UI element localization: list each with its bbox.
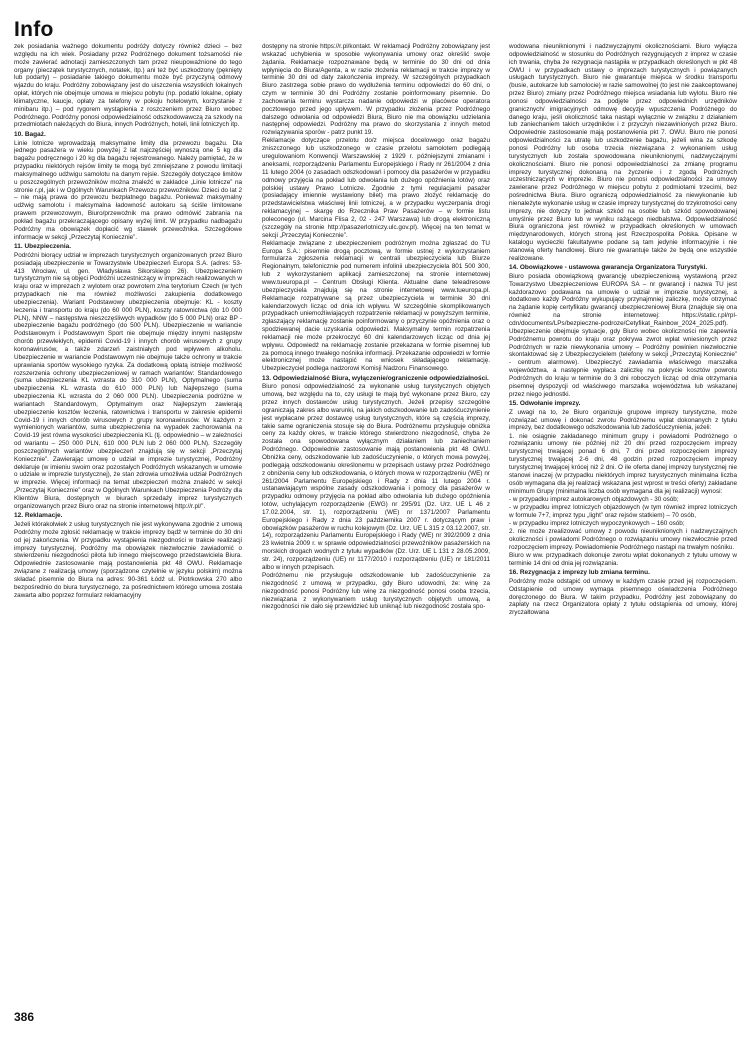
paragraph: Biuro posiada obowiązkową gwarancję ubezpieczeniową wystawioną przez Towarzystwo Ubezpieczeniowe EUROPA SA – nr gwarancji i nazwa TU jest każdorazowo podawana na umowie o udział w imprezie turystycznej, a dodatkowo każdy Podróżny wykupujący przynajmniej zaliczkę, może otrzymać na żądanie kopię certyfikatu gwarancji ubezpieczeniowej Biura (znajduje się ona również na stronie internetowej: https://static.r.pl/rpl-cdn/documents/LPs/bezpieczne-podroze/Cetyfikat_Rainbow_2024_2025.pdf). Ubezpieczenie obejmuje sytuacje, gdy Biuro wobec okoliczności nie zapewnia Podróżnemu powrotu do kraju oraz pokrywa zwrot wpłat wniesionych przez Podróżnych w razie niewykonania umowy – Podróżny powinien niezwłocznie skontaktować się z Ubezpieczycielem (telefony w sekcji „Przeczytaj Koniecznie” - centrum alarmowe). Ubezpieczyć zawiadamia właściwego marszałka województwa, a następnie wypłaca zaliczkę na pokrycie kosztów powrotu Podróżnych do kraju w terminie do 3 dni roboczych licząc od dnia otrzymania pisemnej dyspozycji od właściwego marszałka województwa lub wskazanej przez niego jednostki.: [509, 272, 737, 398]
paragraph: Reklamacje dotyczące przelotu do/z miejsca docelowego oraz bagażu zniszczonego lub uszkodzonego w czasie przelotu samolotem podlegają uregulowaniom Konwencji Warszawskiej z 1929 r. późniejszymi zmianami i aneksami, rozporządzeniu Parlamentu Europejskiego i Rady nr 261/2004 z dnia 11 lutego 2004 (o zasadach odszkodowań i pomocy dla pasażerów w przypadku odmowy przyjęcia na pokład lub odwołania lub dużego opóźnienia lotów) oraz polskiej ustawy Prawo Lotnicze. Zgodnie z tymi regulacjami pasażer (posiadający imiennie wystawiony bilet) ma prawo złożyć reklamację do przedstawicielstwa właściwej linii lotniczej, a w przypadku wyczerpania drogi reklamacyjnej – skargę do Rzecznika Praw Pasażerów – w formie listu poleconego (ul. Marcina Flisa 2, 02 - 247 Warszawa) lub drogą elektroniczną (szczegóły na stronie http://pasazerlotniczy.ulc.gov.pl). Więcej na ten temat w sekcji „Przeczytaj Koniecznie”.: [262, 137, 490, 239]
paragraph: - w przypadku imprez autokarowych objazdowych - 30 osób;: [509, 495, 679, 503]
paragraph: Z uwagi na to, że Biuro organizuje grupowe imprezy turystyczne, może rozwiązać umowę i dokonać zwrotu Podróżnemu wpłat dokonanych z tytułu imprezy, bez dodatkowego odszkodowania lub zadośćuczynienia, jeżeli:: [509, 408, 737, 432]
text-column-2: [262, 43, 490, 1003]
section-heading: 13. Odpowiedzialność Biura, wyłączenie/ograniczenie odpowiedzialności.: [262, 374, 489, 382]
paragraph: - w przypadku imprez lotniczych wypoczynkowych – 160 osób;: [509, 519, 685, 527]
paragraph: Reklamacje związane z ubezpieczeniem podróżnym można zgłaszać do TU Europa S.A.: pisemnie drogą pocztową, w formie ustnej z wykorzystaniem formularza zgłoszenia reklamacji w centrali ubezpieczyciela lub Biurze Regionalnym, telefonicznie pod numerem infolinii ubezpieczyciela 801 500 300, lub z wykorzystaniem aplikacji zamieszczonej na stronie internetowej www.tueuropa.pl – Centrum Obsługi Klienta. Aktualne dane teleadresowe ubezpieczyciela znajdują się na stronie internetowej www.tueuropa.pl. Reklamacje rozpatrywane są przez ubezpieczyciela w terminie 30 dni kalendarzowych licząc od dnia ich wpływu. W szczególnie skomplikowanych przypadkach uniemożliwiających rozpatrzenie reklamacji w powyższym terminie, zgłaszający reklamację zostanie poinformowany o przyczynie opóźnienia oraz o spodziewanej dacie uzyskania odpowiedzi. Maksymalny termin rozpatrzenia reklamacji nie może przekroczyć 60 dni kalendarzowych licząc od dnia jej wpływu. Odpowiedź na reklamację zostanie przekazana w formie pisemnej lub za pomocą innego trwałego nośnika informacji. Przekazanie odpowiedzi w formie elektronicznej może nastąpić na wniosek składającego reklamację. Ubezpieczyciel podlega nadzorowi Komisji Nadzoru Finansowego.: [262, 239, 490, 373]
paragraph: dostępny na stronie https://r.pl/kontakt. W reklamacji Podróżny zobowiązany jest wskazać uchybienia w sposobie wykonywania umowy oraz określić swoje żądania. Reklamacje rozpoznawane będą w terminie do 30 dni od dnia wpłynięcia do Biura/Agenta, a w razie złożenia reklamacji w trakcie imprezy w terminie 30 dni od daty zakończenia imprezy. W szczególnych przypadkach Biuro zastrzega sobie prawo do wydłużenia terminu odpowiedzi do 60 dni, o czym w terminie 30 dni Podróżny zostanie poinformowany pisemnie. Do zachowania terminu wystarcza nadanie odpowiedzi w placówce operatora pocztowego przed jego upływem. W przypadku złożenia przez Podróżnego dalszego odwołania od odpowiedzi Biura, Biuro nie ma obowiązku udzielania następnej odpowiedzi. Podróżny ma prawo do skorzystania z innych metod rozwiązywania sporów - patrz punkt 19.: [262, 43, 490, 137]
paragraph: Podróżny może odstąpić od umowy w każdym czasie przed jej rozpoczęciem. Odstąpienie od umowy wymaga pisemnego oświadczenia Podróżnego doręczonego do Biura. W takim przypadku, Podróżny jest zobowiązany do zapłaty na rzecz Organizatora opłaty z tytułu odstąpienia od umowy, której zryczałtowana: [509, 577, 737, 617]
paragraph: Podróżnemu nie przysługuje odszkodowanie lub zadośćuczynienie za niezgodność z umową w przypadku, gdy Biuro udowodni, że: winę za niezgodność ponosi Podróżny lub winę za niezgodność ponosi osoba trzecia, niezwiązana z wykonywaniem usług turystycznych objętych umową, a niezgodności nie dało się przewidzieć lub uniknąć lub niezgodność została spo-: [262, 572, 490, 611]
page-number: 386: [14, 1010, 35, 1024]
paragraph: Podróżni biorący udział w imprezach turystycznych organizowanych przez Biuro posiadają ubezpieczenie w Towarzystwie Ubezpieczeń Europa S.A. (adres: 53-413 Wrocław, ul. gen. Władysława Sikorskiego 26). Ubezpieczeniem turystycznym nie są objęci Podróżni uczestniczący w imprezach realizowanych w kraju oraz w imprezach z wylotem oraz powrotem z/na terytorium Czech (w tych przypadkach nie ma również możliwości zakupienia dodatkowego ubezpieczenia). Wariant Podstawowy ubezpieczenia obejmuje: KL - koszty leczenia i transportu do kraju (do 60 000 PLN), koszty ratownictwa (do 10 000 PLN), NNW – następstwa nieszczęśliwych wypadków (do 5 000 PLN) oraz BP - ubezpieczenie bagażu podróżnego (do 500 PLN). Ubezpieczenie w wariancie Podstawowym i Podstawowym Sport nie obejmuje między innymi następstw chorób przewlekłych, epidemii Covid-19 i innych chorób wirusowych z grupy koronawirusów, a także zdarzeń zaistniałych pod wpływem alkoholu. Ubezpieczenie w wariancie Podstawowym nie obejmuje także ochrony w trakcie uprawiania sportów wysokiego ryzyka. Za dodatkową opłatą istnieje możliwość rozszerzenia ochrony ubezpieczeniowej w ramach wariantów: Standardowego (suma ubezpieczenia KL wzrasta do 310 000 PLN), Optymalnego (suma ubezpieczenia KL wzrasta do 610 000 PLN) lub Najlepszego (suma ubezpieczenia KL wzrasta do 2 060 000 PLN). Ubezpieczenia podróżne w wariantach Standardowym, Optymalnym oraz Najlepszym zawierają ubezpieczenie kosztów leczenia, ratownictwa i transportu w zakresie epidemii Covid-19 i innych chorób wirusowych z grupy koronawirusów. W każdym z wymienionych wariantów, suma ubezpieczenia na wypadek zachorowania na Covid-19 jest równa wysokości ubezpieczenia KL (tj. odpowiednio – w zależności od wariantu – 250 000 PLN, 610 000 PLN lub 2 060 000 PLN). Szczegóły poszczególnych wariantów ubezpieczeń znajdują się w sekcji „Przeczytaj Koniecznie”. Zawierając umowę o udział w imprezie turystycznej, Podróżny deklaruje (w imieniu swoim oraz pozostałych Podróżnych wskazanych w umowie o udziale w imprezie turystycznej), że stan zdrowia umożliwia udział Podróżnych w imprezie. Więcej informacji na temat ubezpieczeń można znaleźć w sekcji „Przeczytaj Koniecznie” oraz w Ogólnych Warunkach Ubezpieczenia Podróży dla Klientów Biura, dostępnych w biurach sprzedaży imprez turystycznych organizowanych przez Biuro oraz na stronie internetowej http://r.pl/”.: [14, 251, 242, 510]
text-column-3: [509, 43, 737, 1003]
text-column-1: [14, 43, 242, 1003]
section-heading: 16. Rezygnacja z imprezy lub zmiana terminu.: [509, 569, 650, 577]
page-header-title: Info: [14, 18, 54, 41]
paragraph: - w przypadku imprez lotniczych objazdowych (w tym również imprez lotniczych w formule 7+7, imprez typu „light” oraz rejsów statkiem) – 70 osób,: [509, 503, 737, 519]
paragraph: Biuro ponosi odpowiedzialność za wykonanie usług turystycznych objętych umową, bez względu na to, czy usługi te mają być wykonane przez Biuro, czy przez innych dostawców usług turystycznych. Jeżeli przepisy szczególne ograniczają zakres albo warunki, na jakich odszkodowanie lub zadośćuczynienie jest wypłacane przez dostawcę usług turystycznych, które są częścią imprezy, takie same ograniczenia stosuje się do Biura. Podróżnemu przysługuje obniżka ceny za każdy okres, w trakcie którego stwierdzono niezgodność, chyba że została ona spowodowana wyłącznym działaniem lub zaniechaniem Podróżnego. Odpowiednie zastosowanie mają postanowienia pkt 48 OWU. Obniżka ceny, odszkodowanie lub zadośćuczynienie, o których mowa powyżej, podlegają odszkodowaniu określonemu w przepisach ustawy przez Podróżnego z obniżenia ceny lub odszkodowania, o których mowa w rozporządzeniu (WE) nr 261/2004 Parlamentu Europejskiego i Rady z dnia 11 lutego 2004 r. ustanawiającym wspólne zasady odszkodowania i pomocy dla pasażerów w przypadku odmowy przyjęcia na pokład albo odwołania lub dużego opóźnienia lotów, uchylającym rozporządzenie (EWG) nr 295/91 (Dz. Urz. UE L 46 z 17.02.2004, str. 1), rozporządzeniu (WE) nr 1371/2007 Parlamentu Europejskiego i Rady z dnia 23 października 2007 r. dotyczącym praw i obowiązków pasażerów w ruchu kolejowym (Dz. Urz. UE L 315 z 03.12.2007, str. 14), rozporządzeniu Parlamentu Europejskiego i Rady (WE) nr 392/2009 z dnia 23 kwietnia 2009 r. w sprawie odpowiedzialności przewoźników pasażerskich na morskich drogach wodnych z tytułu wypadków (Dz. Urz. UE L 131 z 28.05.2009, str. 24), rozporządzeniu (UE) nr 1177/2010 i rozporządzeniu (UE) nr 181/2011 albo w innych przepisach.: [262, 383, 490, 571]
paragraph: Linie lotnicze wprowadzają maksymalne limity dla przewozu bagażu. Dla jednego pasażera w wieku powyżej 2 lat najczęściej wynoszą one 5 kg dla bagażu podręcznego i 20 kg dla bagażu rejestrowanego. Należy pamiętać, że w przypadku niektórych rejsów limity te mogą być zmniejszane z powodu limitacji maksymalnego udźwigu samolotu na danym rejsie. Szczegóły dotyczące limitów u poszczególnych przewoźników można znaleźć w zakładce „Linie lotnicze” na stronie r.pl, jak i w Ogólnych Warunkach Przewozu przewoźników. Dzieci do lat 2 – nie mają prawa do przewozu bezpłatnego bagażu. Ponieważ maksymalny udźwig samolotu i maksymalna ładowność autokaru są ściśle limitowane prawem przewozowym, Biuro/przewoźnik ma prawo odmówić zabrania na pokład bagażu przekraczającego opisany wyżej limit. W przypadku nadbagażu Podróżny ma obowiązek dopłacić wg stawek przewoźnika. Szczegółowe informacje w sekcji „Przeczytaj Koniecznie”.: [14, 139, 242, 241]
paragraph: zek posiadania ważnego dokumentu podróży dotyczy również dzieci – bez względu na ich wiek. Posiadany przez Podróżnego dokument tożsamości nie może zawierać adnotacji zamieszczonych tam przez nieupoważnione do tego organy (pieczątek turystycznych, notatek, itp.) ani też być uszkodzony (pęknięty lub podarty) – posiadanie takiego dokumentu może być przyczyną odmowy wjazdu do kraju. Podróżny zobowiązany jest do uiszczenia wszystkich lokalnych opłat, których nie obejmuje umowa w miejscu pobytu (np. podatki lokalne, opłaty klimatyczne, kaucje, opłaty za telefony w pokoju hotelowym, korzystanie z minibaru itp.) – pod rygorem wystąpienia z roszczeniem przez Biuro wobec Podróżnego. Podróżny ponosi odpowiedzialność odszkodowawczą za szkody na przedmiotach należących do Biura, innych Podróżnych, hoteli, linii lotniczych itp.: [14, 43, 242, 129]
section-heading: 15. Odwołanie imprezy.: [509, 399, 581, 407]
paragraph: Biuro w ww. przypadkach dokonuje zwrotu wpłat dokonanych z tytułu umowy w terminie 14 dni od dnia jej rozwiązania.: [509, 551, 737, 567]
section-heading: 11. Ubezpieczenia.: [14, 243, 72, 251]
section-heading: 14. Obowiązkowe - ustawowa gwarancja Organizatora Turystyki.: [509, 264, 708, 272]
section-heading: 12. Reklamacje.: [14, 512, 63, 520]
section-heading: 10. Bagaż.: [14, 130, 46, 138]
paragraph: 1. nie osiągnie zakładanego minimum grupy i powiadomi Podróżnego o rozwiązaniu umowy nie później niż 20 dni przed rozpoczęciem imprezy turystycznej trwającej ponad 6 dni, 7 dni przed rozpoczęciem imprezy turystycznej trwającej 2-6 dni, 48 godzin przed rozpoczęciem imprezy turystycznej trwającej krócej niż 2 dni. O ile oferta danej imprezy turystycznej nie stanowi inaczej (w przypadku niektórych imprez turystycznych minimalna liczba osób wymagana dla jej realizacji wskazana jest wprost w treści oferty) zakładane minimum Grupy (minimalna liczba osób wymagana dla jej realizacji) wynosi:: [509, 432, 737, 495]
paragraph: 2. nie może zrealizować umowy z powodu nieuniknionych i nadzwyczajnych okoliczności i powiadomi Podróżnego o rozwiązaniu umowy niezwłocznie przed rozpoczęciem imprezy. Powiadomienie Podróżnego nastąpi na trwałym nośniku.: [509, 528, 737, 551]
paragraph: wodowana nieuniknionymi i nadzwyczajnymi okolicznościami. Biuro wyłącza odpowiedzialność w stosunku do Podróżnych rezygnujących z imprez w czasie ich trwania, chyba że rezygnacja nastąpiła w przypadkach określonych w pkt 48 OWU i w przypadkach ustawy o imprezach turystycznych i powiązanych usługach turystycznych. Biuro nie gwarantuje miejsca w środku transportu (busie, autokarze lub samolocie) w razie samowolnej (to jest nie zaakceptowanej przez Biuro) zmiany przez Podróżnego miejsca wsiadania lub wylotu. Biuro nie ponosi odpowiedzialności za podjęte przez odpowiednich urzędników granicznych/ imigracyjnych odmowę decyzje wpuszczenia Podróżnego do danego kraju, jeśli okoliczność taka nastąpi wyłącznie w związku z działaniem lub zaniechaniem takich urzędników i z przyczyn niezawinionych przez Biuro. Odpowiednie zastosowanie mają postanowienia pkt 7. OWU. Biuro nie ponosi odpowiedzialności za utratę lub uszkodzenie bagażu, jeżeli wina za szkodę ponosi Podróżny lub osoba trzecia niezwiązana z wykonaniem usług turystycznych lub została spowodowana nieuniknionymi, nadzwyczajnymi okolicznościami. Biuro nie ponosi odpowiedzialności za zmianę programu imprezy turystycznej dokonaną na życzenie i z zgodą Podróżnych uczestniczących w imprezie. Biuro nie ponosi odpowiedzialności za umowy zawierane przez Podróżnego w miejscu pobytu z podmiotami trzecimi, bez pośrednictwa Biura. Biuro ograniczą odpowiedzialność za niewykonanie lub nienależyte wykonanie usług w czasie imprezy turystycznej do trzykrotności ceny imprezy, nie dotyczy to jednak szkód na osobie lub szkód spowodowanej umyślnie przez Biuro lub w wyniku rażącego niedbalstwa. Odpowiedzialność Biura ograniczona jest również w przypadkach określonych w umowach międzynarodowych, których stroną jest Rzeczpospolita Polska. Opisane w katalogu wycieczki fakultatywne podane są tam jedynie informacyjnie i nie stanowią oferty handlowej. Biuro nie gwarantuje także że będą one wszystkie realizowane.: [509, 43, 737, 262]
paragraph: Jeżeli którakolwiek z usług turystycznych nie jest wykonywana zgodnie z umową Podróżny może zgłosić reklamację w trakcie imprezy bądź w terminie do 30 dni od jej zakończenia. W przypadku wystąpienia niezgodności w trakcie realizacji imprezy turystycznej, Podróżny ma obowiązek niezwłocznie zawiadomić o stwierdzeniu niezgodności pilota lub innego miejscowego przedstawiciela Biura. Odpowiednie zastosowanie mają postanowienia pkt 48 OWU. Reklamacje związane z realizacją umowy (sporządzone czytelnie w języku polskim) można składać pisemnie do Biura na adres: 90-361 Łódź ul. Piotrkowska 270 albo bezpośrednio do biura turystycznego, za pośrednictwem którego umowa została zawarta albo poprzez formularz reklamacyjny: [14, 520, 242, 599]
